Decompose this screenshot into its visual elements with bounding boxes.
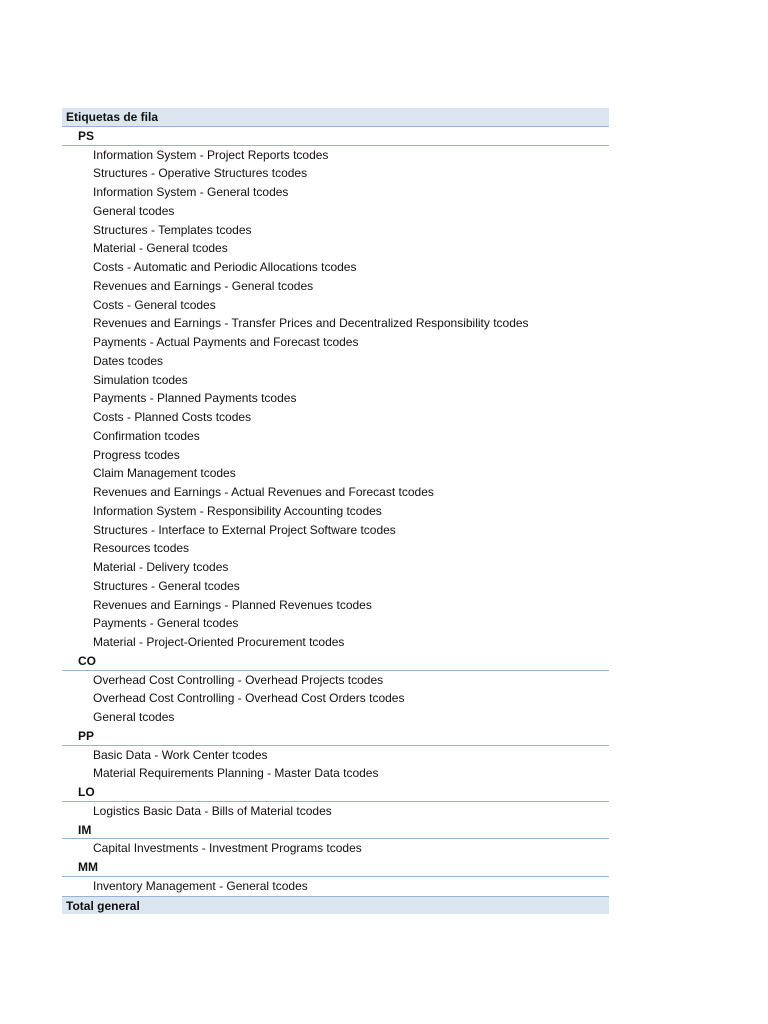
pivot-item-row: Material - Project-Oriented Procurement tcodes: [93, 635, 345, 649]
pivot-item-row: Revenues and Earnings - Planned Revenues tcodes: [93, 597, 372, 612]
pivot-item-row: General tcodes: [93, 710, 175, 724]
pivot-item-row: Capital Investments - Investment Programs tcodes: [93, 841, 362, 856]
pivot-item-row: Simulation tcodes: [93, 372, 188, 387]
pivot-body: [62, 127, 609, 896]
pivot-item-row: Material - Delivery tcodes: [93, 560, 229, 574]
pivot-group-row: CO: [62, 652, 609, 671]
pivot-group-row: MM: [62, 858, 609, 877]
pivot-item-row: Structures - Interface to External Project Software tcodes: [93, 522, 396, 537]
pivot-item-row: Overhead Cost Controlling - Overhead Projects tcodes: [93, 672, 384, 687]
pivot-grand-total-row: Total general: [62, 896, 609, 915]
pivot-item-row: Revenues and Earnings - General tcodes: [93, 278, 314, 293]
pivot-group-row: PP: [62, 727, 609, 746]
pivot-item-row: Logistics Basic Data - Bills of Material tcodes: [93, 803, 332, 818]
pivot-item-row: Payments - Planned Payments tcodes: [93, 391, 297, 406]
pivot-item-row: Inventory Management - General tcodes: [93, 878, 308, 893]
pivot-header-row-labels: Etiquetas de fila: [62, 108, 609, 127]
pivot-item-row: Costs - Automatic and Periodic Allocations tcodes: [93, 260, 357, 274]
pivot-item-row: Overhead Cost Controlling - Overhead Cost Orders tcodes: [93, 691, 405, 706]
pivot-item-row: Basic Data - Work Center tcodes: [93, 747, 268, 762]
pivot-item-row: Material Requirements Planning - Master Data tcodes: [93, 766, 379, 781]
pivot-item-row: Information System - General tcodes: [93, 185, 289, 199]
pivot-item-row: General tcodes: [93, 203, 175, 218]
pivot-item-row: Payments - General tcodes: [93, 616, 239, 631]
pivot-item-row: Revenues and Earnings - Transfer Prices and Decentralized Responsibility tcodes: [93, 316, 529, 331]
pivot-group-row: PS: [62, 127, 609, 146]
pivot-table: [62, 108, 609, 914]
pivot-item-row: Structures - General tcodes: [93, 578, 240, 593]
pivot-item-row: Claim Management tcodes: [93, 466, 236, 481]
pivot-group-row: IM: [62, 821, 609, 840]
pivot-item-row: Confirmation tcodes: [93, 428, 200, 443]
pivot-item-row: Progress tcodes: [93, 447, 180, 462]
pivot-item-row: Structures - Operative Structures tcodes: [93, 166, 308, 181]
pivot-item-row: Costs - Planned Costs tcodes: [93, 410, 252, 424]
pivot-item-row: Costs - General tcodes: [93, 297, 216, 312]
pivot-item-row: Resources tcodes: [93, 541, 190, 556]
pivot-item-row: Dates tcodes: [93, 353, 164, 368]
pivot-item-row: Information System - Project Reports tcodes: [93, 147, 329, 162]
pivot-item-row: Revenues and Earnings - Actual Revenues and Forecast tcodes: [93, 485, 434, 499]
pivot-item-row: Material - General tcodes: [93, 241, 228, 256]
pivot-item-row: Structures - Templates tcodes: [93, 222, 252, 237]
pivot-group-row: LO: [62, 783, 609, 802]
pivot-item-row: Payments - Actual Payments and Forecast tcodes: [93, 335, 359, 349]
pivot-item-row: Information System - Responsibility Accounting tcodes: [93, 503, 382, 518]
